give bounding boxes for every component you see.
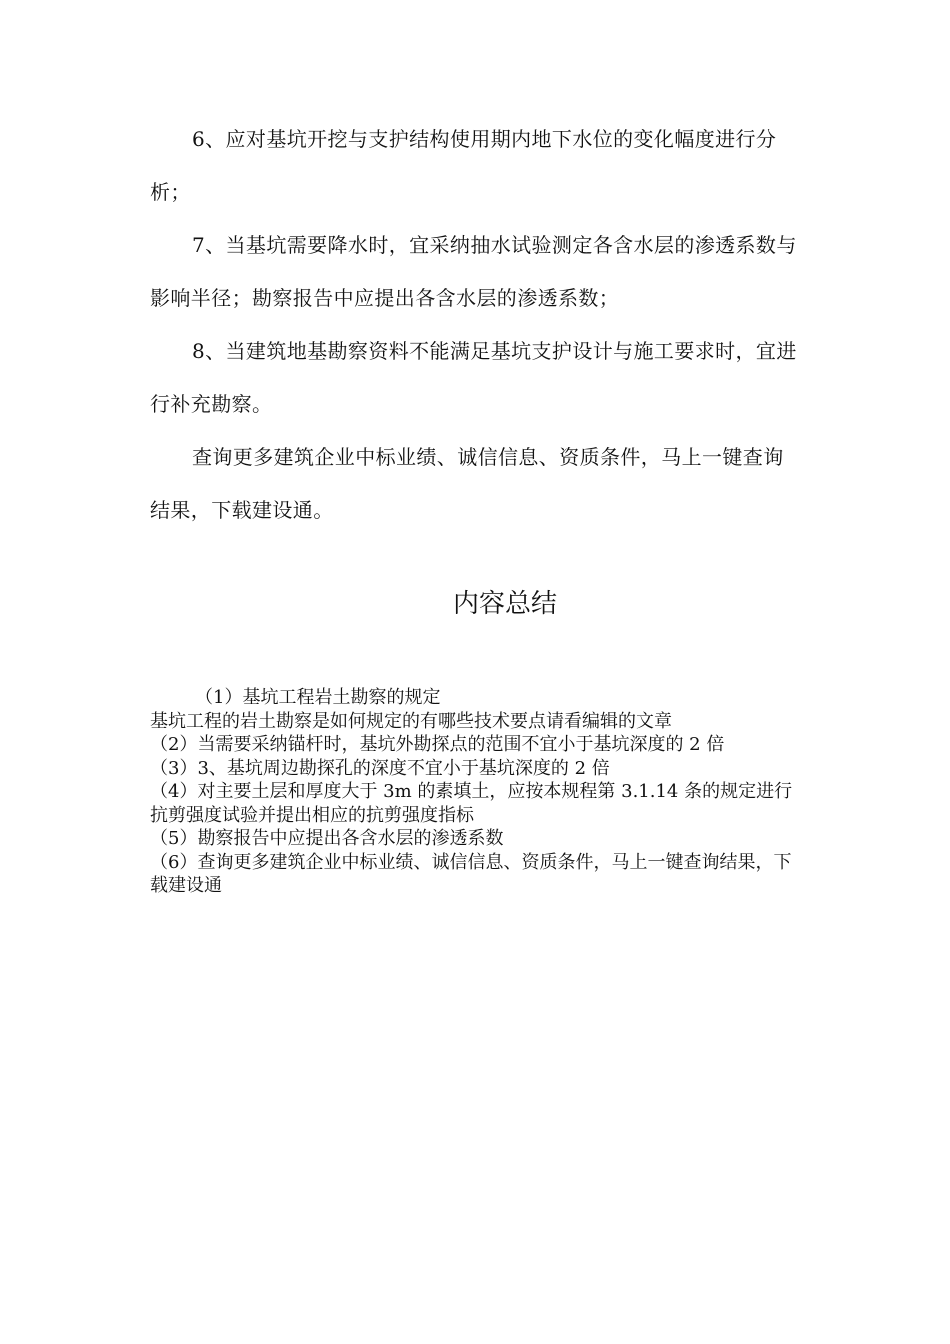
summary-item-intro: 基坑工程的岩土勘察是如何规定的有哪些技术要点请看编辑的文章 xyxy=(150,710,672,732)
paragraph-item-8: 8、当建筑地基勘察资料不能满足基坑支护设计与施工要求时，宜进行补充勘察。 xyxy=(150,339,797,416)
summary-item-6: （6）查询更多建筑企业中标业绩、诚信信息、资质条件，马上一键查询结果，下载建设通 xyxy=(150,851,792,896)
paragraph-item-7: 7、当基坑需要降水时，宜采纳抽水试验测定各含水层的渗透系数与影响半径；勘察报告中应提出各含水层的渗透系数； xyxy=(150,233,797,310)
summary-item-1: （1）基坑工程岩土勘察的规定 xyxy=(195,687,441,708)
paragraph-item-6: 6、应对基坑开挖与支护结构使用期内地下水位的变化幅度进行分析； xyxy=(150,127,777,204)
paragraph-query-info: 查询更多建筑企业中标业绩、诚信信息、资质条件，马上一键查询结果，下载建设通。 xyxy=(150,445,784,522)
summary-item-2: （2）当需要采纳锚杆时，基坑外勘探点的范围不宜小于基坑深度的 2 倍 xyxy=(150,734,725,755)
summary-title: 内容总结 xyxy=(452,589,557,619)
summary-item-5: （5）勘察报告中应提出各含水层的渗透系数 xyxy=(150,828,504,849)
summary-item-3: （3）3、基坑周边勘探孔的深度不宜小于基坑深度的 2 倍 xyxy=(150,757,610,779)
summary-item-4: （4）对主要土层和厚度大于 3m 的素填土，应按本规程第 3.1.14 条的规定进行抗剪强度试验并提出相应的抗剪强度指标 xyxy=(150,781,793,826)
body-text xyxy=(150,113,800,537)
summary-list xyxy=(150,686,805,898)
